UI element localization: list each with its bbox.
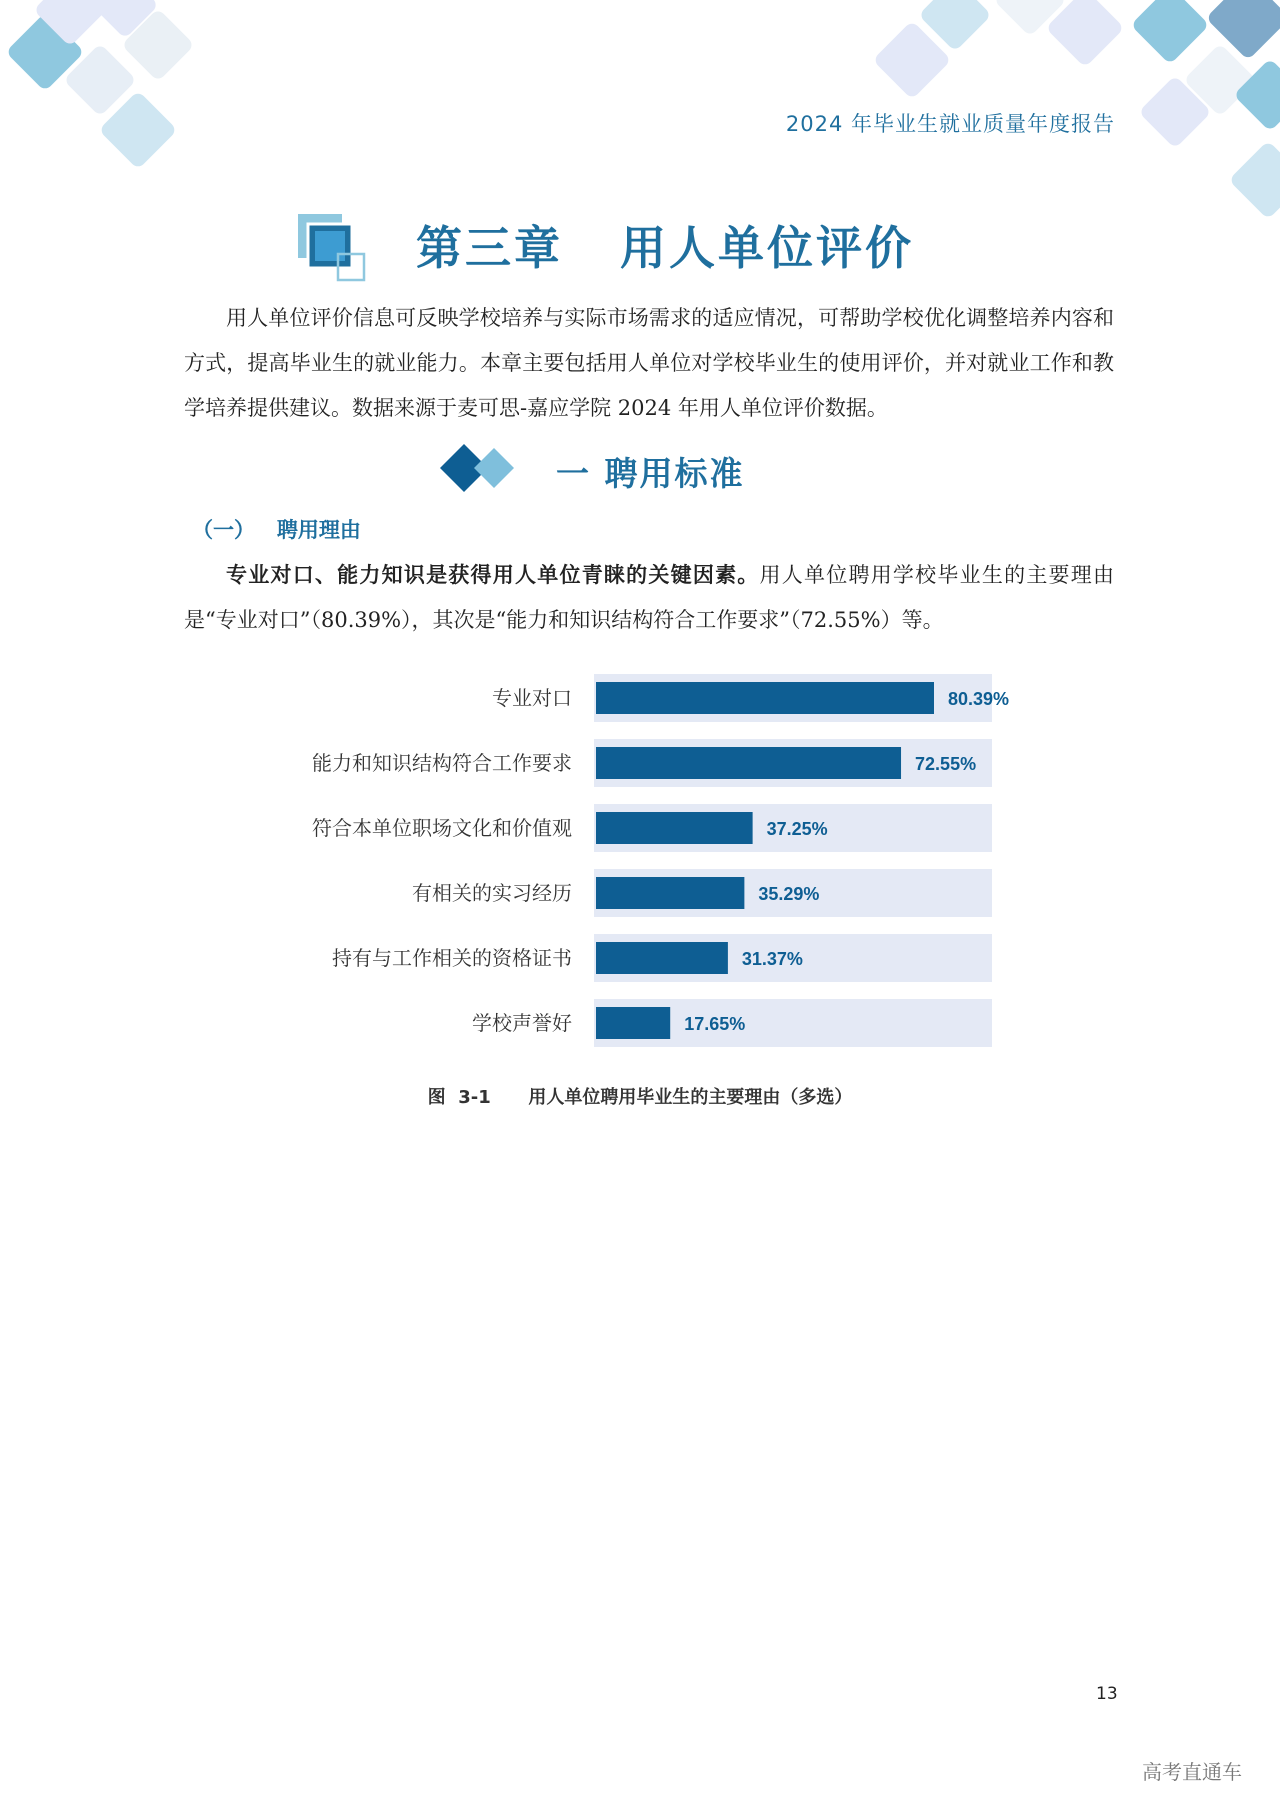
category-label: 能力和知识结构符合工作要求: [312, 751, 572, 775]
chapter-square-icon: [296, 212, 368, 284]
chapter-title: 第三章 用人单位评价: [416, 221, 915, 275]
finding-paragraph: [184, 552, 1114, 643]
category-label: 符合本单位职场文化和价值观: [312, 816, 572, 840]
value-label: 37.25%: [766, 819, 828, 839]
report-header-title: 2024 年毕业生就业质量年度报告: [785, 112, 1115, 136]
figure-caption: 图 3-1 用人单位聘用毕业生的主要理由（多选）: [427, 1087, 853, 1108]
category-label: 持有与工作相关的资格证书: [332, 946, 572, 970]
intro-paragraph: 用人单位评价信息可反映学校培养与实际市场需求的适应情况，可帮助学校优化调整培养内容和方式，提高毕业生的就业能力。本章主要包括用人单位对学校毕业生的使用评价，并对就业工作和教学培养提供建议。数据来源于麦可思-嘉应学院 2024 年用人单位评价数据。: [184, 306, 1114, 420]
subsection-title: （一） 聘用理由: [192, 518, 361, 542]
bar: [596, 812, 753, 844]
category-label: 有相关的实习经历: [412, 881, 572, 905]
bar: [596, 747, 901, 779]
bar: [596, 877, 744, 909]
section-title: 一 聘用标准: [556, 454, 745, 493]
category-label: 学校声誉好: [472, 1011, 572, 1035]
value-label: 80.39%: [948, 689, 1010, 709]
category-label: 专业对口: [492, 686, 572, 710]
value-label: 17.65%: [684, 1014, 746, 1034]
value-label: 31.37%: [741, 949, 803, 969]
value-label: 35.29%: [758, 884, 820, 904]
bar: [596, 1007, 670, 1039]
bar: [596, 942, 728, 974]
value-label: 72.55%: [915, 754, 977, 774]
page-number: 13: [1096, 1684, 1118, 1704]
hiring-reasons-bar-chart: [0, 660, 1280, 1060]
section-diamond-icon: [438, 442, 520, 494]
finding-bold-lead: 专业对口、能力知识是获得用人单位青睐的关键因素。: [226, 562, 760, 587]
finding-text: 用人单位聘用学校毕业生的主要理由是“专业对口”（80.39%），其次是“能力和知识结构符合工作要求”（72.55%）等。: [184, 563, 1115, 632]
bar: [596, 682, 934, 714]
watermark: 高考直通车: [1142, 1760, 1242, 1784]
